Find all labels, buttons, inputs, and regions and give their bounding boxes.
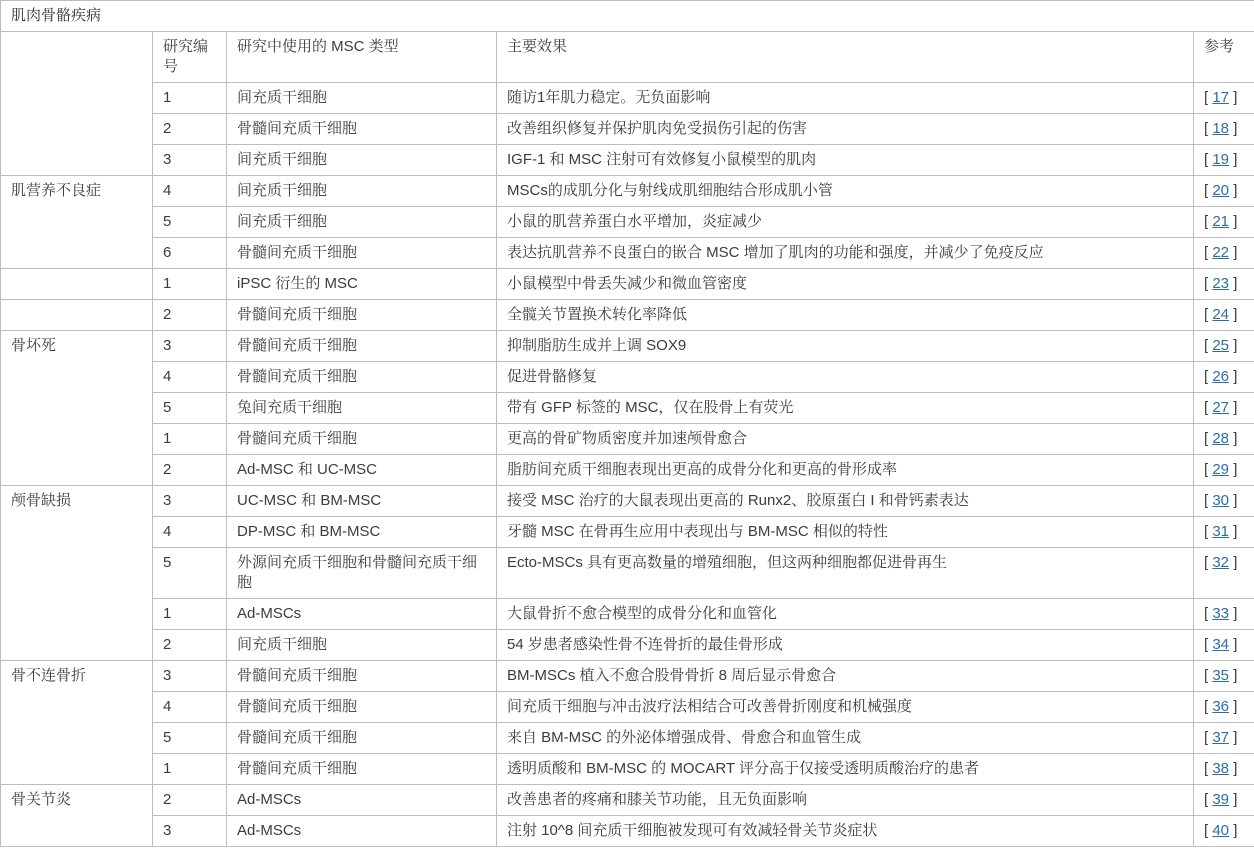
ref-bracket-close: ] xyxy=(1229,729,1238,746)
reference-link[interactable]: 28 xyxy=(1212,430,1230,447)
reference-cell xyxy=(1194,393,1254,424)
msc-type-cell: 间充质干细胞 xyxy=(227,145,497,176)
main-effect-cell: 改善患者的疼痛和膝关节功能，且无负面影响 xyxy=(497,785,1194,816)
study-row xyxy=(1,661,1254,692)
msc-type-cell: Ad-MSCs xyxy=(227,599,497,630)
msc-type-cell: 骨髓间充质干细胞 xyxy=(227,331,497,362)
ref-bracket-open: [ xyxy=(1204,667,1213,684)
study-number-cell: 1 xyxy=(153,269,227,300)
reference-link[interactable]: 31 xyxy=(1212,523,1230,540)
study-row xyxy=(1,176,1254,207)
msc-type-cell: 骨髓间充质干细胞 xyxy=(227,754,497,785)
reference-cell xyxy=(1194,661,1254,692)
reference-link[interactable]: 33 xyxy=(1212,605,1230,622)
study-row xyxy=(1,145,1254,176)
table-title: 肌肉骨骼疾病 xyxy=(1,1,1254,32)
msc-type-cell: 骨髓间充质干细胞 xyxy=(227,238,497,269)
reference-cell xyxy=(1194,114,1254,145)
ref-bracket-open: [ xyxy=(1204,306,1213,323)
ref-bracket-close: ] xyxy=(1229,523,1238,540)
ref-bracket-open: [ xyxy=(1204,244,1213,261)
msc-type-cell: 骨髓间充质干细胞 xyxy=(227,692,497,723)
disease-group-empty-cell xyxy=(1,300,153,331)
reference-cell xyxy=(1194,269,1254,300)
ref-bracket-close: ] xyxy=(1229,636,1238,653)
study-row xyxy=(1,486,1254,517)
main-effect-cell: 牙髓 MSC 在骨再生应用中表现出与 BM-MSC 相似的特性 xyxy=(497,517,1194,548)
ref-bracket-open: [ xyxy=(1204,399,1213,416)
ref-bracket-close: ] xyxy=(1229,244,1238,261)
study-number-cell: 2 xyxy=(153,630,227,661)
reference-link[interactable]: 39 xyxy=(1212,791,1230,808)
main-effect-cell: MSCs的成肌分化与射线成肌细胞结合形成肌小管 xyxy=(497,176,1194,207)
reference-link[interactable]: 20 xyxy=(1212,182,1230,199)
ref-bracket-close: ] xyxy=(1229,605,1238,622)
column-header-reference: 参考 xyxy=(1194,32,1254,83)
reference-cell xyxy=(1194,207,1254,238)
disease-group-label: 骨不连骨折 xyxy=(1,661,153,785)
study-number-cell: 3 xyxy=(153,816,227,847)
ref-bracket-close: ] xyxy=(1229,760,1238,777)
ref-bracket-open: [ xyxy=(1204,430,1213,447)
ref-bracket-close: ] xyxy=(1229,791,1238,808)
study-number-cell: 4 xyxy=(153,517,227,548)
reference-link[interactable]: 26 xyxy=(1212,368,1230,385)
reference-cell xyxy=(1194,517,1254,548)
study-number-cell: 6 xyxy=(153,238,227,269)
column-header-msc-type: 研究中使用的 MSC 类型 xyxy=(227,32,497,83)
ref-bracket-close: ] xyxy=(1229,120,1238,137)
msc-type-cell: 兔间充质干细胞 xyxy=(227,393,497,424)
study-number-cell: 4 xyxy=(153,176,227,207)
ref-bracket-open: [ xyxy=(1204,182,1213,199)
main-effect-cell: 来自 BM-MSC 的外泌体增强成骨、骨愈合和血管生成 xyxy=(497,723,1194,754)
study-row xyxy=(1,785,1254,816)
main-effect-cell: 促进骨骼修复 xyxy=(497,362,1194,393)
header-row xyxy=(1,32,1254,83)
reference-cell xyxy=(1194,692,1254,723)
main-effect-cell: 带有 GFP 标签的 MSC，仅在股骨上有荧光 xyxy=(497,393,1194,424)
ref-bracket-open: [ xyxy=(1204,554,1213,571)
study-number-cell: 3 xyxy=(153,331,227,362)
study-number-cell: 4 xyxy=(153,692,227,723)
reference-link[interactable]: 30 xyxy=(1212,492,1230,509)
reference-cell xyxy=(1194,816,1254,847)
study-row xyxy=(1,207,1254,238)
ref-bracket-open: [ xyxy=(1204,822,1213,839)
study-row xyxy=(1,455,1254,486)
disease-group-label: 肌营养不良症 xyxy=(1,176,153,269)
reference-link[interactable]: 34 xyxy=(1212,636,1230,653)
reference-cell xyxy=(1194,630,1254,661)
reference-cell xyxy=(1194,331,1254,362)
disease-group-label: 骨坏死 xyxy=(1,331,153,486)
msc-type-cell: 间充质干细胞 xyxy=(227,176,497,207)
study-number-cell: 3 xyxy=(153,145,227,176)
ref-bracket-close: ] xyxy=(1229,275,1238,292)
study-row xyxy=(1,723,1254,754)
msc-type-cell: 骨髓间充质干细胞 xyxy=(227,114,497,145)
main-effect-cell: 抑制脂肪生成并上调 SOX9 xyxy=(497,331,1194,362)
study-row xyxy=(1,300,1254,331)
study-number-cell: 1 xyxy=(153,754,227,785)
main-effect-cell: BM-MSCs 植入不愈合股骨骨折 8 周后显示骨愈合 xyxy=(497,661,1194,692)
reference-cell xyxy=(1194,362,1254,393)
column-header-study-number: 研究编号 xyxy=(153,32,227,83)
reference-link[interactable]: 18 xyxy=(1212,120,1230,137)
study-row xyxy=(1,630,1254,661)
msc-type-cell: 间充质干细胞 xyxy=(227,630,497,661)
msc-type-cell: DP-MSC 和 BM-MSC xyxy=(227,517,497,548)
disease-group-label: 骨关节炎 xyxy=(1,785,153,847)
ref-bracket-close: ] xyxy=(1229,698,1238,715)
ref-bracket-open: [ xyxy=(1204,275,1213,292)
msc-type-cell: Ad-MSCs xyxy=(227,816,497,847)
main-effect-cell: 小鼠模型中骨丢失减少和微血管密度 xyxy=(497,269,1194,300)
ref-bracket-open: [ xyxy=(1204,213,1213,230)
main-effect-cell: 大鼠骨折不愈合模型的成骨分化和血管化 xyxy=(497,599,1194,630)
ref-bracket-open: [ xyxy=(1204,368,1213,385)
reference-link[interactable]: 22 xyxy=(1212,244,1230,261)
ref-bracket-close: ] xyxy=(1229,399,1238,416)
main-effect-cell: 改善组织修复并保护肌肉免受损伤引起的伤害 xyxy=(497,114,1194,145)
msc-type-cell: iPSC 衍生的 MSC xyxy=(227,269,497,300)
ref-bracket-close: ] xyxy=(1229,337,1238,354)
reference-cell xyxy=(1194,176,1254,207)
ref-bracket-open: [ xyxy=(1204,151,1213,168)
study-number-cell: 4 xyxy=(153,362,227,393)
reference-link[interactable]: 38 xyxy=(1212,760,1230,777)
reference-link[interactable]: 17 xyxy=(1212,89,1230,106)
ref-bracket-open: [ xyxy=(1204,120,1213,137)
study-number-cell: 3 xyxy=(153,486,227,517)
ref-bracket-close: ] xyxy=(1229,667,1238,684)
study-number-cell: 1 xyxy=(153,599,227,630)
main-effect-cell: 表达抗肌营养不良蛋白的嵌合 MSC 增加了肌肉的功能和强度，并减少了免疫反应 xyxy=(497,238,1194,269)
msc-type-cell: 外源间充质干细胞和骨髓间充质干细胞 xyxy=(227,548,497,599)
ref-bracket-open: [ xyxy=(1204,89,1213,106)
reference-link[interactable]: 21 xyxy=(1212,213,1230,230)
msc-type-cell: Ad-MSCs xyxy=(227,785,497,816)
ref-bracket-open: [ xyxy=(1204,698,1213,715)
reference-cell xyxy=(1194,723,1254,754)
reference-link[interactable]: 32 xyxy=(1212,554,1230,571)
main-effect-cell: 注射 10^8 间充质干细胞被发现可有效减轻骨关节炎症状 xyxy=(497,816,1194,847)
study-number-cell: 5 xyxy=(153,393,227,424)
ref-bracket-close: ] xyxy=(1229,430,1238,447)
reference-link[interactable]: 40 xyxy=(1212,822,1230,839)
study-row xyxy=(1,816,1254,847)
title-row xyxy=(1,1,1254,32)
main-effect-cell: 间充质干细胞与冲击波疗法相结合可改善骨折刚度和机械强度 xyxy=(497,692,1194,723)
reference-cell xyxy=(1194,300,1254,331)
ref-bracket-close: ] xyxy=(1229,182,1238,199)
column-header-main-effect: 主要效果 xyxy=(497,32,1194,83)
study-row xyxy=(1,331,1254,362)
msc-type-cell: 骨髓间充质干细胞 xyxy=(227,424,497,455)
main-effect-cell: 接受 MSC 治疗的大鼠表现出更高的 Runx2、胶原蛋白 I 和骨钙素表达 xyxy=(497,486,1194,517)
reference-link[interactable]: 25 xyxy=(1212,337,1230,354)
study-number-cell: 1 xyxy=(153,424,227,455)
reference-cell xyxy=(1194,238,1254,269)
study-number-cell: 2 xyxy=(153,785,227,816)
reference-cell xyxy=(1194,754,1254,785)
msc-type-cell: UC-MSC 和 BM-MSC xyxy=(227,486,497,517)
reference-link[interactable]: 35 xyxy=(1212,667,1230,684)
reference-link[interactable]: 29 xyxy=(1212,461,1230,478)
main-effect-cell: 小鼠的肌营养蛋白水平增加，炎症减少 xyxy=(497,207,1194,238)
ref-bracket-open: [ xyxy=(1204,605,1213,622)
reference-link[interactable]: 24 xyxy=(1212,306,1230,323)
disease-group-empty-cell xyxy=(1,269,153,300)
reference-link[interactable]: 27 xyxy=(1212,399,1230,416)
reference-link[interactable]: 36 xyxy=(1212,698,1230,715)
ref-bracket-close: ] xyxy=(1229,89,1238,106)
main-effect-cell: 54 岁患者感染性骨不连骨折的最佳骨形成 xyxy=(497,630,1194,661)
ref-bracket-open: [ xyxy=(1204,337,1213,354)
study-row xyxy=(1,238,1254,269)
study-row xyxy=(1,692,1254,723)
ref-bracket-open: [ xyxy=(1204,636,1213,653)
reference-cell xyxy=(1194,486,1254,517)
reference-cell xyxy=(1194,785,1254,816)
main-effect-cell: 脂肪间充质干细胞表现出更高的成骨分化和更高的骨形成率 xyxy=(497,455,1194,486)
study-number-cell: 5 xyxy=(153,207,227,238)
main-effect-cell: 透明质酸和 BM-MSC 的 MOCART 评分高于仅接受透明质酸治疗的患者 xyxy=(497,754,1194,785)
study-row xyxy=(1,548,1254,599)
msc-type-cell: 间充质干细胞 xyxy=(227,83,497,114)
ref-bracket-open: [ xyxy=(1204,791,1213,808)
study-row xyxy=(1,269,1254,300)
ref-bracket-open: [ xyxy=(1204,461,1213,478)
ref-bracket-close: ] xyxy=(1229,554,1238,571)
reference-cell xyxy=(1194,83,1254,114)
study-row xyxy=(1,362,1254,393)
main-effect-cell: 更高的骨矿物质密度并加速颅骨愈合 xyxy=(497,424,1194,455)
ref-bracket-open: [ xyxy=(1204,729,1213,746)
reference-cell xyxy=(1194,599,1254,630)
reference-cell xyxy=(1194,548,1254,599)
disease-group-empty-cell xyxy=(1,32,153,176)
msc-type-cell: 骨髓间充质干细胞 xyxy=(227,661,497,692)
ref-bracket-close: ] xyxy=(1229,822,1238,839)
study-row xyxy=(1,599,1254,630)
msc-type-cell: 骨髓间充质干细胞 xyxy=(227,362,497,393)
ref-bracket-open: [ xyxy=(1204,492,1213,509)
main-effect-cell: 随访1年肌力稳定。无负面影响 xyxy=(497,83,1194,114)
study-row xyxy=(1,517,1254,548)
study-number-cell: 5 xyxy=(153,548,227,599)
reference-link[interactable]: 37 xyxy=(1212,729,1230,746)
table-body xyxy=(1,1,1254,847)
study-number-cell: 2 xyxy=(153,114,227,145)
reference-link[interactable]: 23 xyxy=(1212,275,1230,292)
msc-type-cell: 间充质干细胞 xyxy=(227,207,497,238)
ref-bracket-close: ] xyxy=(1229,213,1238,230)
study-number-cell: 3 xyxy=(153,661,227,692)
main-effect-cell: IGF-1 和 MSC 注射可有效修复小鼠模型的肌肉 xyxy=(497,145,1194,176)
ref-bracket-close: ] xyxy=(1229,368,1238,385)
ref-bracket-close: ] xyxy=(1229,461,1238,478)
ref-bracket-close: ] xyxy=(1229,306,1238,323)
study-row xyxy=(1,424,1254,455)
main-effect-cell: Ecto-MSCs 具有更高数量的增殖细胞，但这两种细胞都促进骨再生 xyxy=(497,548,1194,599)
reference-link[interactable]: 19 xyxy=(1212,151,1230,168)
msc-type-cell: Ad-MSC 和 UC-MSC xyxy=(227,455,497,486)
reference-cell xyxy=(1194,145,1254,176)
ref-bracket-close: ] xyxy=(1229,492,1238,509)
study-number-cell: 5 xyxy=(153,723,227,754)
ref-bracket-close: ] xyxy=(1229,151,1238,168)
study-row xyxy=(1,393,1254,424)
disease-group-label: 颅骨缺损 xyxy=(1,486,153,661)
study-number-cell: 1 xyxy=(153,83,227,114)
main-effect-cell: 全髋关节置换术转化率降低 xyxy=(497,300,1194,331)
study-row xyxy=(1,83,1254,114)
ref-bracket-open: [ xyxy=(1204,760,1213,777)
msc-type-cell: 骨髓间充质干细胞 xyxy=(227,300,497,331)
msc-type-cell: 骨髓间充质干细胞 xyxy=(227,723,497,754)
reference-cell xyxy=(1194,455,1254,486)
study-number-cell: 2 xyxy=(153,455,227,486)
study-row xyxy=(1,754,1254,785)
ref-bracket-open: [ xyxy=(1204,523,1213,540)
study-row xyxy=(1,114,1254,145)
study-number-cell: 2 xyxy=(153,300,227,331)
reference-cell xyxy=(1194,424,1254,455)
